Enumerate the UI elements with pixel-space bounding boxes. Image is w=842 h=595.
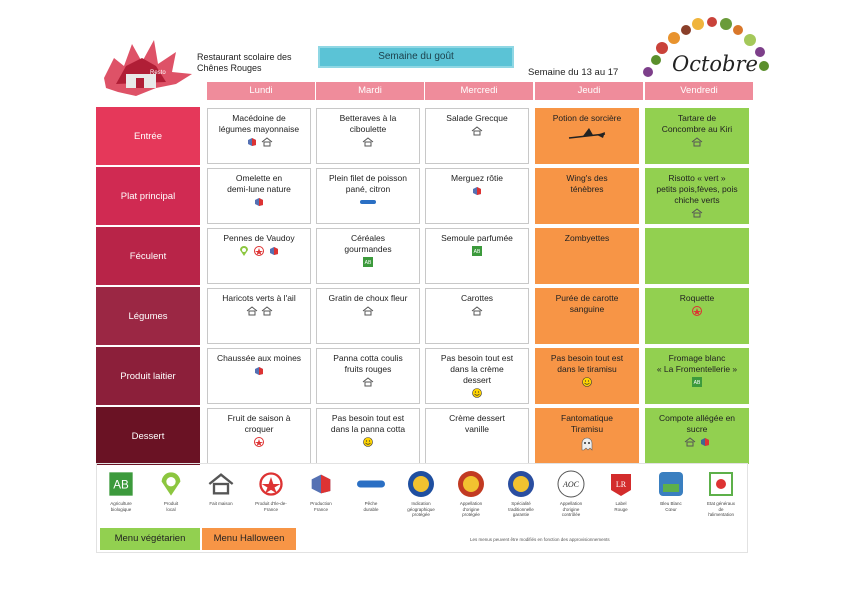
label-icons [684, 437, 711, 447]
halloween-menu-key: Menu Halloween [202, 528, 296, 550]
legend-label: local [166, 506, 176, 512]
category-label: Produit laitier [96, 347, 200, 405]
menu-item-text: Fromage blanc [668, 353, 726, 363]
legend-label: Rouge [614, 506, 628, 512]
menu-cell [425, 108, 529, 164]
legend-label: Etat généraux [706, 501, 736, 506]
legend-item [498, 470, 544, 518]
menu-cell [535, 228, 639, 284]
label-icons [362, 306, 374, 316]
label-icons [246, 306, 273, 316]
legend-item [648, 470, 694, 512]
label-icons [362, 137, 374, 147]
house-icon [691, 208, 703, 218]
legend-label: Label [615, 501, 627, 506]
label-icons [253, 197, 265, 207]
menu-cell [207, 348, 311, 404]
label-icons [362, 257, 374, 267]
house-icon [471, 306, 483, 316]
menu-item-text: Pennes de Vaudoy [223, 233, 295, 243]
menu-cell [207, 228, 311, 284]
legend-item [598, 470, 644, 512]
smiley-icon [471, 388, 483, 398]
legend-item [548, 470, 594, 518]
menu-item-text: Omelette en [235, 173, 283, 183]
legend-item [248, 470, 294, 512]
legend-label: Fait maison [209, 501, 233, 506]
menu-item-text: Tartare de [677, 113, 717, 123]
menu-item-text: croquer [244, 424, 274, 434]
legend-label: France [263, 506, 278, 512]
menu-item-text: Concombre au Kiri [661, 124, 733, 134]
france-icon [246, 137, 258, 147]
legend-label: géographique [407, 506, 435, 512]
egalim-icon [707, 470, 735, 498]
menu-item-text: ténèbres [570, 184, 604, 194]
smiley-icon [581, 377, 593, 387]
week-range: Semaine du 13 au 17 [528, 67, 619, 78]
menu-cell [535, 288, 639, 344]
menu-cell [207, 168, 311, 224]
menu-cell [316, 108, 420, 164]
menu-item-text: Pas besoin tout est [440, 353, 514, 363]
legend-label: protégée [412, 512, 430, 517]
day-header-vendredi: Vendredi [645, 82, 753, 100]
legend-item [98, 470, 144, 512]
label-icons [362, 437, 374, 447]
label-icons [471, 186, 483, 196]
legend-label: Produit d'Ile-de- [255, 501, 287, 506]
day-header-mercredi: Mercredi [425, 82, 533, 100]
france-icon [307, 470, 335, 498]
month-title: Octobre [672, 52, 758, 76]
svg-text:AB: AB [473, 249, 481, 255]
smiley-icon [362, 437, 374, 447]
menu-item-text: Semoule parfumée [441, 233, 513, 243]
menu-cell [316, 168, 420, 224]
menu-item-text: Plein filet de poisson [329, 173, 407, 183]
house-icon [246, 306, 258, 316]
menu-item-text: Haricots verts à l'ail [222, 293, 296, 303]
red-star-icon [253, 246, 265, 256]
label-rouge-icon [607, 470, 635, 498]
category-label: Légumes [96, 287, 200, 345]
label-icons [691, 377, 703, 387]
category-label: Féculent [96, 227, 200, 285]
label-icons [360, 197, 376, 207]
menu-cell [316, 228, 420, 284]
legend-item [398, 470, 444, 518]
menu-item-text: Pas besoin tout est [550, 353, 624, 363]
menu-cell [645, 408, 749, 464]
menu-cell [535, 408, 639, 464]
menu-item-text: pané, citron [345, 184, 391, 194]
restaurant-name [197, 52, 307, 74]
category-label: Entrée [96, 107, 200, 165]
menu-item-text: dans la crème [450, 364, 504, 374]
france-icon [268, 246, 280, 256]
menu-item-text: dans le tiramisu [557, 364, 617, 374]
menu-cell [535, 108, 639, 164]
menu-item-text: Wing's des [566, 173, 608, 183]
day-header-mardi: Mardi [316, 82, 424, 100]
legend-label: traditionnelle [508, 506, 534, 512]
legend-label: Production [310, 501, 332, 506]
menu-cell [645, 168, 749, 224]
label-icons [580, 437, 594, 451]
menu-item-text: petits pois,fèves, pois [656, 184, 738, 194]
legend-item [698, 470, 744, 518]
menu-item-text: Compote allégée en [658, 413, 736, 423]
menu-cell [316, 408, 420, 464]
label-icons [362, 377, 374, 387]
menu-item-text: sucre [686, 424, 708, 434]
menu-item-text: dans la panna cotta [330, 424, 406, 434]
menu-item-text: Crème dessert [449, 413, 505, 423]
legend-label: contrôlée [561, 512, 581, 517]
menu-cell [425, 348, 529, 404]
house-icon [684, 437, 696, 447]
house-icon [362, 137, 374, 147]
local-icon [238, 246, 250, 256]
france-icon [253, 366, 265, 376]
aoc-icon [557, 470, 585, 498]
restaurant-name-line2: Chênes Rouges [197, 63, 262, 73]
menu-item-text: Fantomatique [561, 413, 613, 423]
legend-label: Bleu Blanc [660, 501, 682, 506]
label-icons [471, 388, 483, 398]
legend-label: d'origine [462, 506, 480, 512]
menu-cell [207, 288, 311, 344]
legend-label: Produit [163, 501, 179, 506]
bbc-icon [657, 470, 685, 498]
menu-item-text: Carottes [460, 293, 494, 303]
house-icon [261, 306, 273, 316]
menu-item-text: légumes mayonnaise [218, 124, 300, 134]
legend-item [348, 470, 394, 512]
ab-icon [471, 246, 483, 256]
label-icons [253, 366, 265, 376]
menu-item-text: Roquette [679, 293, 715, 303]
day-header-lundi: Lundi [207, 82, 315, 100]
legend-label: France [313, 506, 328, 512]
menu-item-text: vanille [464, 424, 490, 434]
legend-item [148, 470, 194, 512]
svg-text:Resto: Resto [150, 70, 166, 76]
menu-item-text: dessert [463, 375, 491, 385]
france-icon [699, 437, 711, 447]
menu-item-text: Céréales [350, 233, 386, 243]
legend-label: biologique [110, 506, 132, 512]
menu-cell [645, 228, 749, 284]
category-label: Plat principal [96, 167, 200, 225]
label-icons [691, 208, 703, 218]
label-icons [471, 246, 483, 256]
legend-label: de [718, 506, 724, 512]
legend-label: durable [363, 506, 379, 512]
legend-label: garantie [512, 512, 530, 517]
ab-icon [362, 257, 374, 267]
label-icons [238, 246, 280, 256]
restaurant-name-line1: Restaurant scolaire des [197, 52, 292, 62]
label-icons [691, 306, 703, 316]
label-icons [581, 377, 593, 387]
menu-item-text: Betteraves à la [339, 113, 397, 123]
house-icon [207, 470, 235, 498]
label-icons [253, 437, 265, 447]
house-icon [362, 306, 374, 316]
label-icons [471, 126, 483, 136]
menu-item-text: Fruit de saison à [227, 413, 291, 423]
menu-item-text: Tiramisu [570, 424, 604, 434]
menu-item-text: Merguez rôtie [451, 173, 503, 183]
menu-cell [645, 288, 749, 344]
menu-cell [535, 168, 639, 224]
red-star-icon [257, 470, 285, 498]
fish-icon [360, 197, 376, 207]
igp-icon [407, 470, 435, 498]
france-icon [253, 197, 265, 207]
menu-cell [645, 108, 749, 164]
red-star-icon [691, 306, 703, 316]
menu-cell [207, 408, 311, 464]
menu-item-text: Macédoine de [232, 113, 286, 123]
category-label: Dessert [96, 407, 200, 465]
legend-label: Cœur [665, 506, 677, 512]
menu-cell [425, 408, 529, 464]
menu-item-text: Pas besoin tout est [331, 413, 405, 423]
legend-label: d'origine [562, 506, 580, 512]
red-star-icon [253, 437, 265, 447]
menu-item-text: Panna cotta coulis [333, 353, 403, 363]
legend-item [198, 470, 244, 507]
label-icons [567, 126, 607, 142]
menu-item-text: Salade Grecque [446, 113, 508, 123]
ab-icon [107, 470, 135, 498]
menu-cell [425, 228, 529, 284]
legend-label: protégée [462, 512, 480, 517]
legend-label: Appellation [459, 501, 483, 506]
legend-label: Spécialité [511, 501, 531, 506]
legend-item [448, 470, 494, 518]
menu-item-text: Risotto « vert » [668, 173, 726, 183]
menu-item-text: « La Fromentellerie » [656, 364, 738, 374]
menu-item-text: Purée de carotte [555, 293, 619, 303]
svg-text:LR: LR [615, 480, 627, 489]
svg-text:AB: AB [364, 260, 372, 266]
week-title: Semaine du goût [318, 46, 514, 68]
menu-change-note: Les menus peuvent être modifiés en fonction des approvisionnements [470, 537, 610, 542]
label-icons [246, 137, 273, 147]
legend-label: Agriculture [110, 501, 132, 506]
menu-item-text: gourmandes [344, 244, 392, 254]
day-header-jeudi: Jeudi [535, 82, 643, 100]
menu-item-text: Zombyettes [564, 233, 610, 243]
menu-cell [535, 348, 639, 404]
menu-cell [425, 168, 529, 224]
menu-cell [316, 288, 420, 344]
label-icons [691, 137, 703, 147]
house-icon [691, 137, 703, 147]
label-icons [471, 306, 483, 316]
menu-item-text: Chaussée aux moines [216, 353, 302, 363]
aop-icon [457, 470, 485, 498]
menu-item-text: sanguine [569, 304, 605, 314]
fish-icon [357, 470, 385, 498]
menu-item-text: fruits rouges [344, 364, 392, 374]
vegetarian-menu-key: Menu végétarien [100, 528, 200, 550]
house-icon [261, 137, 273, 147]
restaurant-logo [96, 38, 196, 100]
legend-label: l'alimentation [707, 512, 735, 517]
house-icon [471, 126, 483, 136]
local-icon [157, 470, 185, 498]
menu-cell [645, 348, 749, 404]
menu-cell [425, 288, 529, 344]
ghost-icon [580, 437, 594, 451]
svg-text:AB: AB [113, 478, 129, 492]
menu-item-text: chiche verts [674, 195, 720, 205]
legend-label: Appellation [559, 501, 583, 506]
ab-icon [691, 377, 703, 387]
menu-item-text: demi-lune nature [227, 184, 291, 194]
legend-item [298, 470, 344, 512]
menu-item-text: Potion de sorcière [552, 113, 622, 123]
svg-text:AOC: AOC [563, 480, 579, 489]
witch-icon [567, 126, 607, 142]
stg-icon [507, 470, 535, 498]
menu-item-text: Gratin de choux fleur [328, 293, 408, 303]
france-icon [471, 186, 483, 196]
legend-label: Pêche [364, 501, 378, 506]
svg-text:AB: AB [693, 380, 701, 386]
menu-cell [316, 348, 420, 404]
legend-label: Indication [411, 501, 431, 506]
menu-cell [207, 108, 311, 164]
menu-item-text: ciboulette [349, 124, 387, 134]
house-icon [362, 377, 374, 387]
